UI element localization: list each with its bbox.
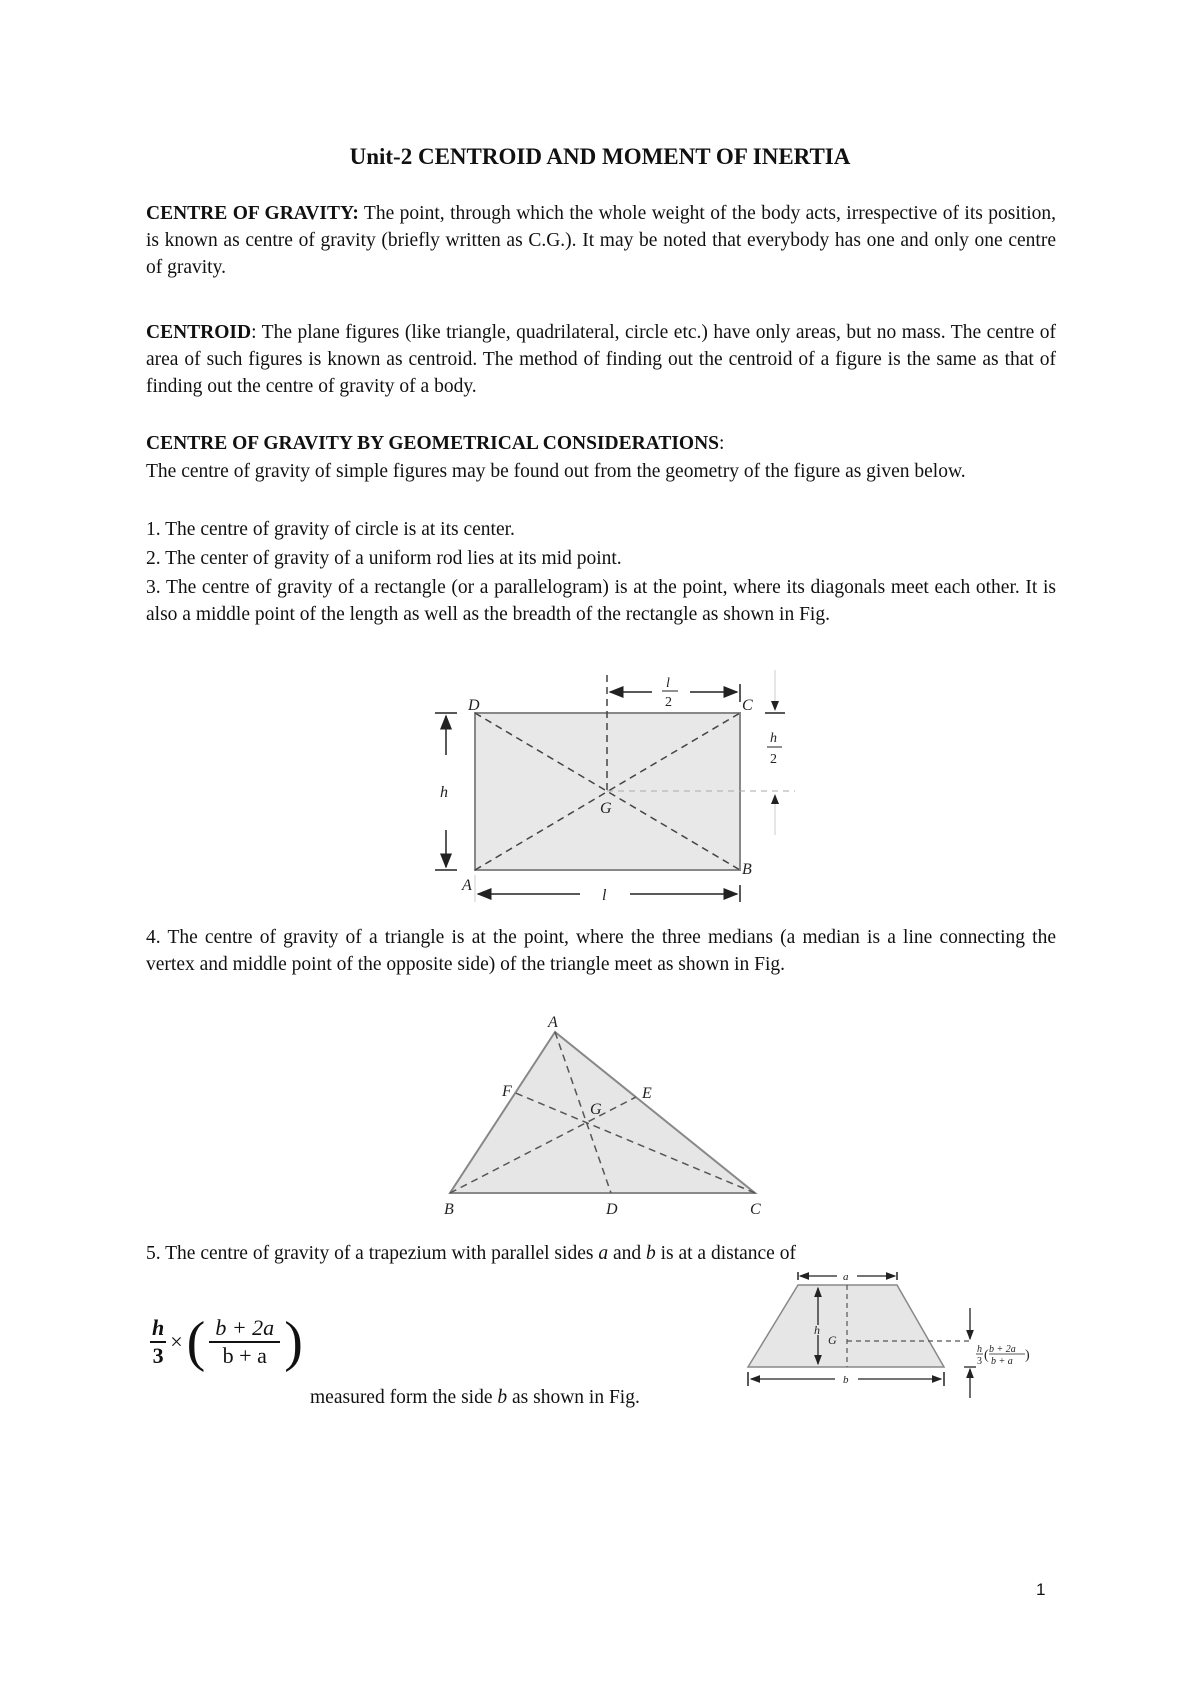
formula-caption (310, 1384, 640, 1411)
midpoint-label-d: D (606, 1201, 618, 1218)
vertex-label-a: A (462, 877, 472, 894)
svg-text:): ) (1025, 1348, 1030, 1363)
list-item-text: The centre of gravity of a trapezium with parallel sides (160, 1243, 599, 1264)
formula-right-paren: ) (284, 1311, 303, 1373)
list-item-number: 5. (146, 1243, 161, 1264)
list-item-text: The centre of gravity of a triangle is at the point, where the three medians (a median is a line connecting the vertex and middle point of the opposite side) of the triangle meet as shown in Fig. (146, 927, 1056, 975)
geometric-heading-line (146, 430, 724, 457)
rectangle-figure (390, 670, 810, 920)
list-item (146, 516, 515, 543)
label-h: h (814, 1323, 820, 1337)
list-item (146, 924, 1056, 978)
vertex-label-b: B (444, 1201, 454, 1218)
label-dist-h: h (977, 1344, 982, 1355)
page-title: Unit-2 CENTROID AND MOMENT OF INERTIA (349, 144, 851, 169)
list-item-number: 1. (146, 519, 161, 540)
label-dist-3: 3 (977, 1356, 982, 1367)
cog-heading: CENTRE OF GRAVITY: (146, 203, 359, 224)
formula-times: × (170, 1329, 183, 1354)
centroid-heading: CENTROID (146, 322, 252, 343)
label-l: l (602, 887, 607, 904)
label-dist-num: b + 2a (989, 1344, 1016, 1355)
label-l-half-den: 2 (665, 695, 672, 710)
svg-text:(: ( (984, 1348, 989, 1363)
vertex-label-c: C (742, 697, 753, 714)
variable-a: a (598, 1243, 609, 1264)
centroid-paragraph (146, 319, 1056, 400)
caption-text: measured form the side (310, 1387, 498, 1408)
formula-h: h (150, 1315, 166, 1343)
geometric-heading-suffix: : (719, 433, 725, 454)
trapezium-shape (748, 1285, 944, 1367)
formula-h-over-3 (150, 1315, 166, 1369)
centroid-label-g: G (600, 800, 612, 817)
list-item-text: The center of gravity of a uniform rod lies at its mid point. (160, 548, 622, 569)
vertex-label-a: A (548, 1014, 558, 1031)
list-item-text: and (608, 1243, 646, 1264)
list-item (146, 545, 622, 572)
trapezium-figure (740, 1270, 1070, 1420)
centroid-label-g: G (590, 1101, 602, 1118)
variable-b: b (497, 1387, 508, 1408)
centroid-text: : The plane figures (like triangle, quadrilateral, circle etc.) have only areas, but no mass. The centre of area of such figures is known as centroid. The method of finding out the centroid of a figure is the same as that of finding out the centre of gravity of a body. (146, 322, 1056, 397)
list-item-number: 2. (146, 548, 161, 569)
formula-fraction (209, 1315, 280, 1369)
label-h-half-den: 2 (770, 752, 777, 767)
vertex-label-b: B (742, 861, 752, 878)
list-item (146, 574, 1056, 628)
triangle-figure (430, 1010, 800, 1230)
label-a: a (843, 1271, 849, 1283)
centroid-label-g: G (828, 1333, 837, 1347)
label-b: b (843, 1374, 849, 1386)
label-dist-den: b + a (991, 1356, 1013, 1367)
page-number: 1 (1036, 1580, 1046, 1599)
caption-text: as shown in Fig. (507, 1387, 640, 1408)
formula-left-paren: ( (186, 1311, 206, 1373)
vertex-label-d: D (468, 697, 480, 714)
formula-numerator: b + 2a (209, 1315, 280, 1343)
list-item-text: The centre of gravity of a rectangle (or a parallelogram) is at the point, where its diagonals meet each other. It is also a middle point of the length as well as the breadth of the rectangle as shown in Fig. (146, 577, 1056, 625)
formula-three: 3 (152, 1343, 164, 1368)
list-item-number: 4. (146, 927, 161, 948)
variable-b: b (645, 1243, 656, 1264)
midpoint-label-f: F (502, 1083, 512, 1100)
label-h: h (440, 784, 448, 801)
label-l-half-num: l (666, 676, 670, 691)
label-h-half-num: h (770, 731, 777, 746)
formula-denominator: b + a (222, 1343, 267, 1368)
trapezium-formula (150, 1310, 303, 1374)
midpoint-label-e: E (642, 1085, 652, 1102)
list-item-number: 3. (146, 577, 161, 598)
vertex-label-c: C (750, 1201, 761, 1218)
cog-text: The point, through which the whole weight of the body acts, irrespective of its position, is known as centre of gravity (briefly written as C.G.). It may be noted that everybody has one and only one centre of gravity. (146, 203, 1056, 278)
list-item-text: The centre of gravity of circle is at its center. (160, 519, 515, 540)
list-item (146, 1240, 796, 1267)
geometric-intro: The centre of gravity of simple figures may be found out from the geometry of the figure as given below. (146, 461, 966, 482)
list-item-text: is at a distance of (655, 1243, 796, 1264)
cog-paragraph (146, 200, 1056, 281)
geometric-heading: CENTRE OF GRAVITY BY GEOMETRICAL CONSIDERATIONS (146, 433, 720, 454)
